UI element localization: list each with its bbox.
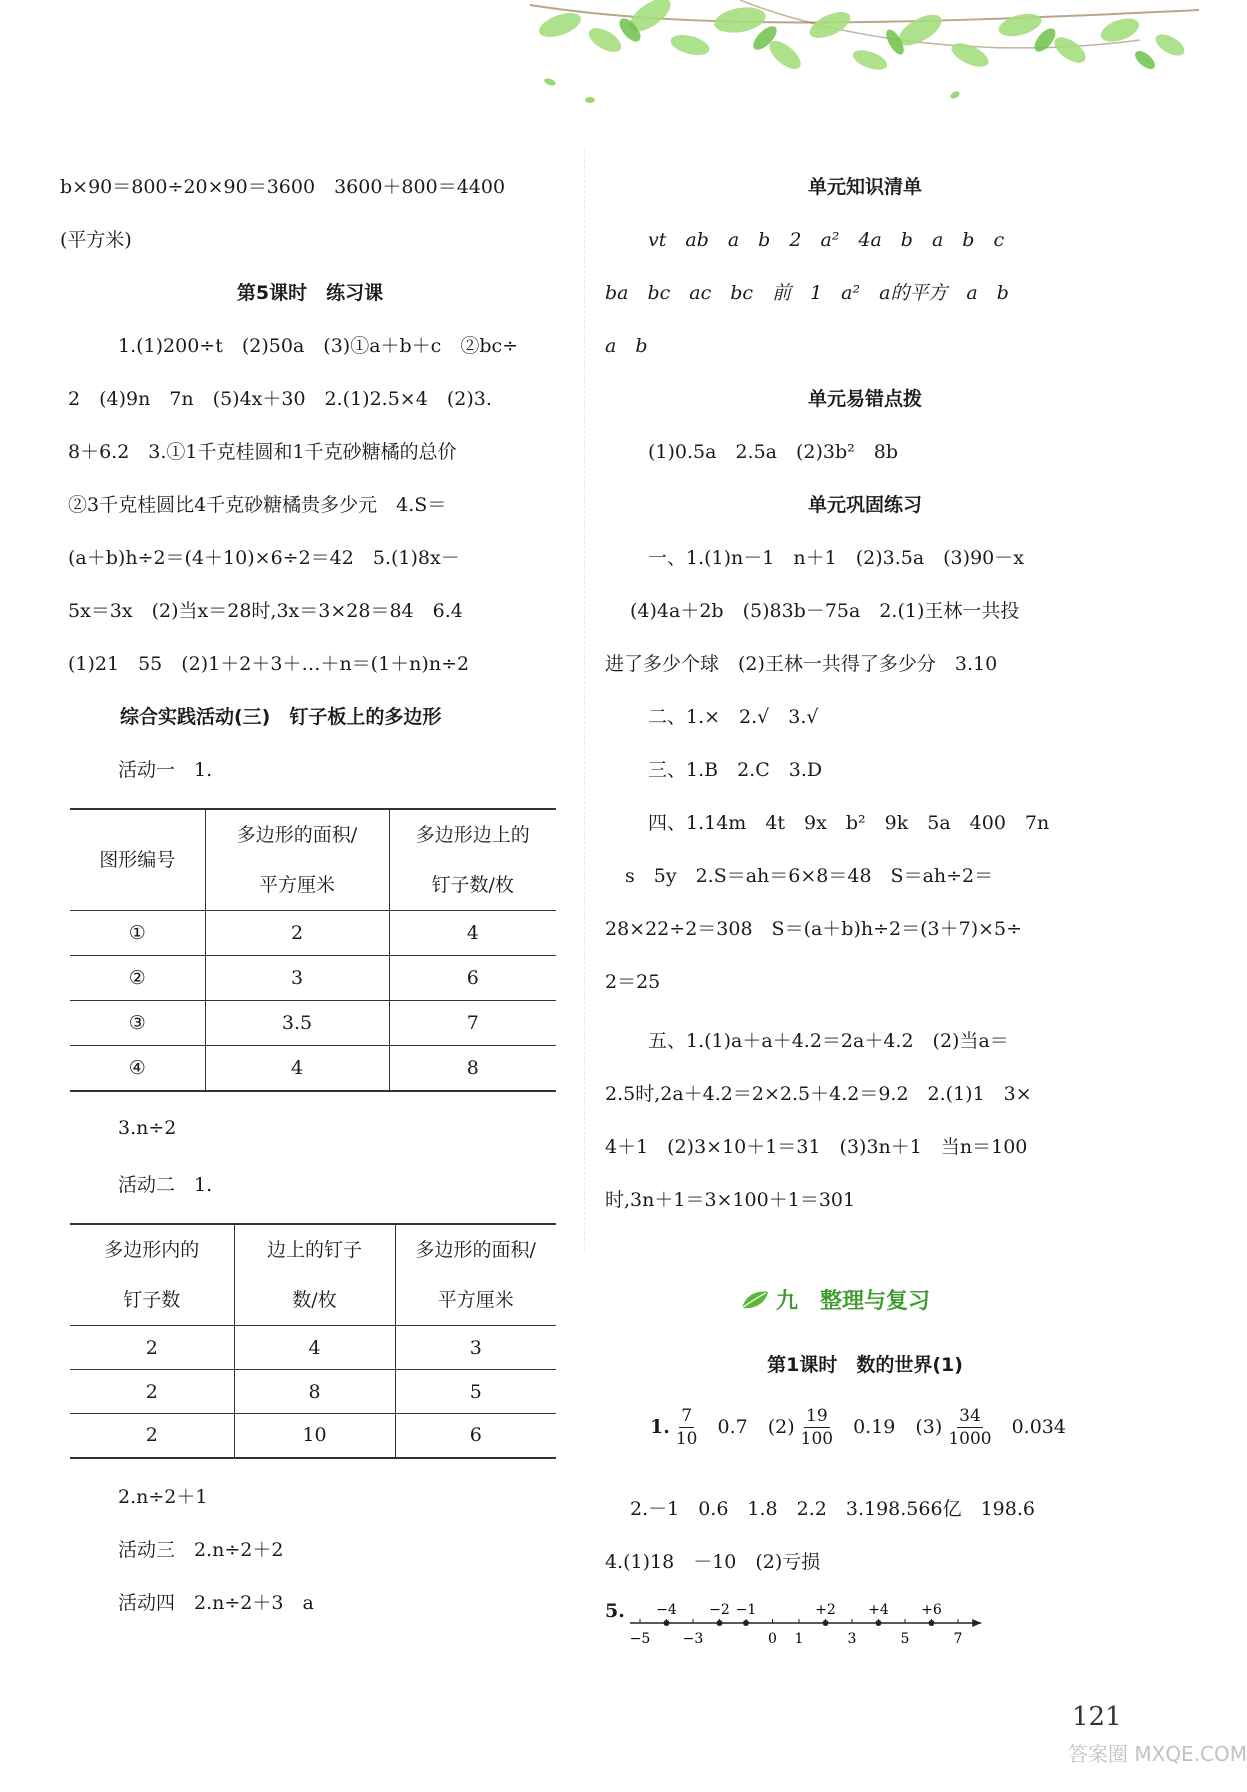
s5-line: 5x＝3x (2)当x＝28时,3x＝3×28＝84 6.4: [68, 600, 463, 622]
number-line-top-label: −2: [709, 1602, 730, 1618]
column-divider: [584, 150, 585, 1250]
knowledge-line: a b: [605, 335, 648, 357]
number-line-bottom-label: 3: [847, 1631, 857, 1647]
table-cell: 2: [70, 1326, 234, 1370]
left-line-2: (平方米): [60, 229, 132, 251]
fraction: 34 1000: [948, 1405, 992, 1449]
chapter-heading: [740, 1284, 930, 1315]
table-cell: 8: [234, 1370, 395, 1414]
q1-decimal: 0.034: [1011, 1416, 1066, 1438]
table-row: [70, 1326, 556, 1370]
knowledge-line: ba bc ac bc 前 1 a² a的平方 a b: [605, 282, 1009, 304]
number-line-top-label: +4: [868, 1602, 889, 1618]
practice-line: 四、1.14m 4t 9x b² 9k 5a 400 7n: [648, 812, 1050, 834]
s5-line: 2 (4)9n 7n (5)4x＋30 2.(1)2.5×4 (2)3.: [68, 388, 492, 410]
practice-line: 2.5时,2a＋4.2＝2×2.5＋4.2＝9.2 2.(1)1 3×: [605, 1083, 1032, 1105]
table-row: [70, 1046, 556, 1091]
header-cell: 多边形内的 钉子数: [70, 1224, 234, 1326]
section5-title: 第5课时 练习课: [236, 282, 384, 304]
practice-line: 三、1.B 2.C 3.D: [648, 759, 823, 781]
table-cell: 3.5: [205, 1001, 389, 1046]
table-activity1: [70, 808, 556, 1092]
table-cell: 5: [395, 1370, 556, 1414]
practice-title: 单元巩固练习: [807, 494, 922, 516]
errors-answers: (1)0.5a 2.5a (2)3b² 8b: [648, 441, 899, 463]
chapter-title: 九 整理与复习: [776, 1289, 931, 1314]
practice-line: 28×22÷2＝308 S＝(a＋b)h÷2＝(3＋7)×5÷: [605, 918, 1023, 940]
table-cell: 3: [205, 956, 389, 1001]
s5-line: (a＋b)h÷2＝(4＋10)×6÷2＝42 5.(1)8x－: [68, 547, 460, 569]
table-header-row: [70, 809, 556, 911]
activity2-answer: 2.n÷2＋1: [118, 1486, 208, 1508]
practice-line: 2＝25: [605, 971, 661, 993]
practice-line: s 5y 2.S＝ah＝6×8＝48 S＝ah÷2＝: [625, 865, 994, 887]
table-cell: 2: [70, 1414, 234, 1458]
number-line-point: [876, 1620, 882, 1626]
leaf-icon: [740, 1288, 770, 1312]
number-line-top-label: −1: [735, 1602, 757, 1618]
q1-line: [650, 1400, 1066, 1454]
number-line-point: [823, 1620, 829, 1626]
arrow-icon: [972, 1619, 981, 1627]
s5-line: (1)21 55 (2)1＋2＋3＋…＋n＝(1＋n)n÷2: [68, 653, 470, 675]
number-line: [620, 1595, 1000, 1655]
left-line-1: b×90＝800÷20×90＝3600 3600＋800＝4400: [60, 176, 506, 198]
number-line-bottom-label: 0: [768, 1631, 777, 1647]
fraction: 7 10: [675, 1405, 698, 1449]
header-cell: 多边形的面积/ 平方厘米: [395, 1224, 556, 1326]
number-line-point: [664, 1620, 670, 1626]
table-cell: 4: [205, 1046, 389, 1091]
table-cell: ④: [70, 1046, 205, 1091]
q1-part-label: (2): [767, 1416, 795, 1438]
table-cell: 6: [395, 1414, 556, 1458]
knowledge-title: 单元知识清单: [807, 176, 922, 198]
number-line-point: [929, 1620, 935, 1626]
activity4-answer: 活动四 2.n÷2＋3 a: [118, 1592, 314, 1614]
practice-line: 进了多少个球 (2)王林一共得了多少分 3.10: [605, 653, 998, 675]
header-cell: 多边形边上的 钉子数/枚: [389, 809, 556, 911]
table-cell: 8: [389, 1046, 556, 1091]
number-line-bottom-label: 1: [794, 1631, 804, 1647]
header-cell: 边上的钉子 数/枚: [234, 1224, 395, 1326]
activity-title: 综合实践活动(三) 钉子板上的多边形: [120, 706, 442, 728]
number-line-top-label: −4: [656, 1602, 677, 1618]
number-line-bottom-label: −5: [629, 1631, 651, 1647]
number-line-top-label: +2: [815, 1602, 836, 1618]
table-cell: 7: [389, 1001, 556, 1046]
activity2-label: 活动二 1.: [118, 1174, 213, 1196]
q5-label: 5.: [605, 1600, 625, 1622]
q4-line: 4.(1)18 －10 (2)亏损: [605, 1551, 821, 1573]
practice-line: 二、1.× 2.√ 3.√: [648, 706, 819, 728]
table-cell: 2: [205, 911, 389, 956]
table-cell: 6: [389, 956, 556, 1001]
fraction: 19 100: [800, 1405, 834, 1449]
number-line-point: [717, 1620, 723, 1626]
table-row: [70, 911, 556, 956]
practice-line: 一、1.(1)n－1 n＋1 (2)3.5a (3)90－x: [648, 547, 1024, 569]
q1-part-label: (3): [915, 1416, 943, 1438]
table-row: [70, 1414, 556, 1458]
q1-prefix: 1.: [650, 1416, 670, 1438]
table-cell: ②: [70, 956, 205, 1001]
header-cell: 图形编号: [70, 809, 205, 911]
activity1-answer: 3.n÷2: [118, 1117, 177, 1139]
table-activity2: [70, 1223, 556, 1459]
table-cell: ③: [70, 1001, 205, 1046]
table-cell: 4: [234, 1326, 395, 1370]
s5-line: 1.(1)200÷t (2)50a (3)①a＋b＋c ②bc÷: [118, 335, 519, 357]
lesson1-title: 第1课时 数的世界(1): [767, 1354, 963, 1376]
activity3-answer: 活动三 2.n÷2＋2: [118, 1539, 284, 1561]
table-cell: ①: [70, 911, 205, 956]
table-row: [70, 1370, 556, 1414]
table-cell: 10: [234, 1414, 395, 1458]
activity1-label: 活动一 1.: [118, 759, 213, 781]
s5-line: 8＋6.2 3.①1千克桂圆和1千克砂糖橘的总价: [68, 441, 457, 463]
number-line-bottom-label: 7: [953, 1631, 963, 1647]
header-cell: 多边形的面积/ 平方厘米: [205, 809, 389, 911]
q2-line: 2.－1 0.6 1.8 2.2 3.198.566亿 198.6: [630, 1498, 1035, 1520]
practice-line: 时,3n＋1＝3×100＋1＝301: [605, 1189, 856, 1211]
errors-title: 单元易错点拨: [807, 388, 922, 410]
knowledge-line: vt ab a b 2 a² 4a b a b c: [648, 229, 1005, 251]
number-line-bottom-label: 5: [900, 1631, 910, 1647]
table-row: [70, 956, 556, 1001]
table-cell: 2: [70, 1370, 234, 1414]
page-number: 121: [1072, 1702, 1122, 1732]
number-line-top-label: +6: [921, 1602, 942, 1618]
practice-line: 4＋1 (2)3×10＋1＝31 (3)3n＋1 当n＝100: [605, 1136, 1028, 1158]
number-line-bottom-label: −3: [682, 1631, 704, 1647]
watermark: 答案圈 MXQE.COM: [1068, 1742, 1247, 1766]
practice-line: (4)4a＋2b (5)83b－75a 2.(1)王林一共投: [630, 600, 1020, 622]
number-line-point: [743, 1620, 749, 1626]
table-cell: 4: [389, 911, 556, 956]
q1-decimal: 0.7: [717, 1416, 748, 1438]
table-header-row: [70, 1224, 556, 1326]
practice-line: 五、1.(1)a＋a＋4.2＝2a＋4.2 (2)当a＝: [648, 1030, 1009, 1052]
s5-line: ②3千克桂圆比4千克砂糖橘贵多少元 4.S＝: [68, 494, 447, 516]
leaves-decoration: [440, 0, 1199, 110]
q1-decimal: 0.19: [853, 1416, 896, 1438]
table-cell: 3: [395, 1326, 556, 1370]
table-row: [70, 1001, 556, 1046]
